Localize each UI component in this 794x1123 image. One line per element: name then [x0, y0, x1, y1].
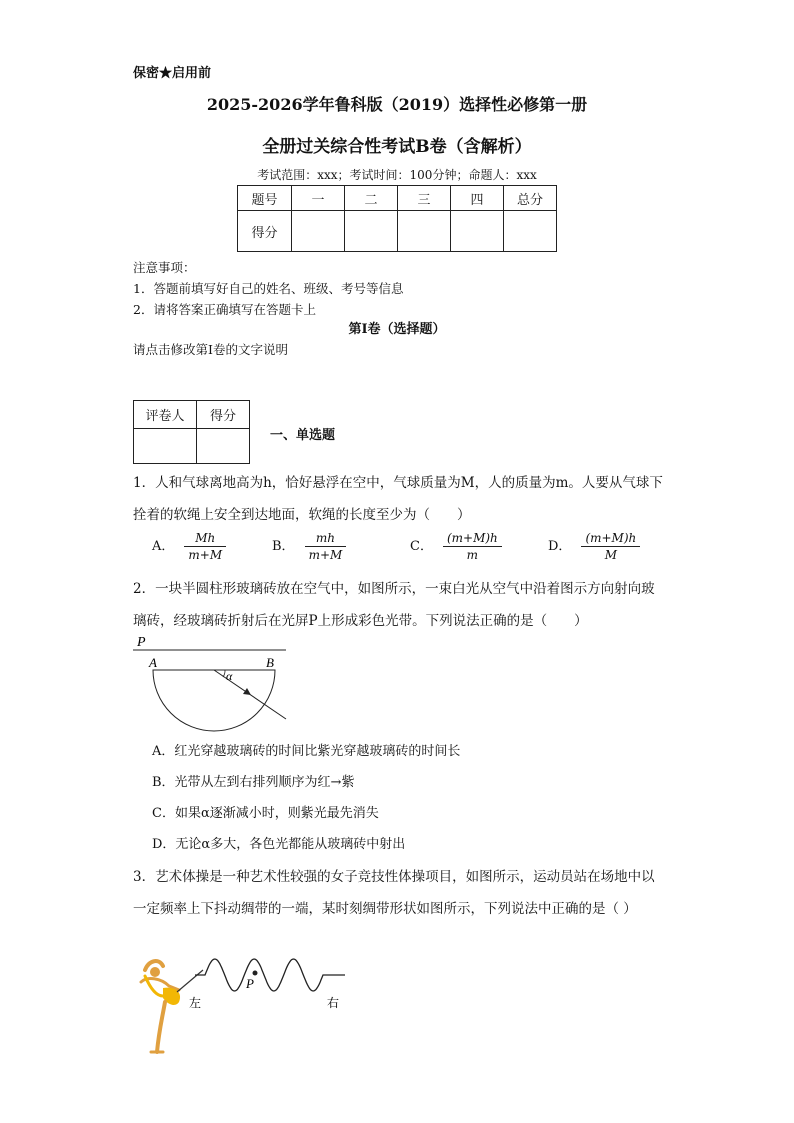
score-header-cell: 二: [345, 186, 398, 211]
question-1-text: 1．人和气球离地高为h，恰好悬浮在空中，气球质量为M，人的质量为m。人要从气球下拴着的软绳上安全到达地面，软绳的长度至少为（ ）: [133, 475, 663, 523]
grader-header-cell: 评卷人: [134, 401, 197, 429]
semicircle-glass: [153, 670, 275, 731]
glass-brick-figure: [133, 632, 303, 732]
question-3-text: 3．艺术体操是一种艺术性较强的女子竞技性体操项目，如图所示，运动员站在场地中以一定频率上下抖动绸带的一端，某时刻绸带形状如图所示，下列说法中正确的是（ ）: [133, 869, 655, 917]
volume-title: 第I卷（选择题）: [348, 322, 446, 337]
volume-description[interactable]: 请点击修改第I卷的文字说明: [133, 342, 288, 357]
confidential-label: 保密★启用前: [133, 66, 212, 81]
score-input-cell[interactable]: [398, 211, 451, 252]
point-p-marker: [253, 971, 258, 976]
score-header-cell: 四: [451, 186, 504, 211]
direction-label-left: 左: [189, 996, 202, 1010]
score-header-cell: 总分: [504, 186, 557, 211]
q2-option-b[interactable]: B．光带从左到右排列顺序为红→紫: [152, 775, 355, 790]
q2-options: [152, 736, 460, 860]
score-input-cell[interactable]: [292, 211, 345, 252]
point-label-p: P: [246, 976, 254, 991]
score-input-cell[interactable]: [451, 211, 504, 252]
option-label: B．: [272, 539, 295, 554]
notes-item: 1．答题前填写好自己的姓名、班级、考号等信息: [133, 281, 404, 296]
q1-option-a[interactable]: [152, 530, 226, 563]
option-fraction: $\frac{(m+M)h}{m}$: [443, 530, 502, 563]
option-label: D．: [548, 539, 572, 554]
q1-option-b[interactable]: [272, 530, 346, 563]
notes-item: 2．请将答案正确填写在答题卡上: [133, 302, 316, 317]
q2-option-d[interactable]: D．无论α多大，各色光都能从玻璃砖中射出: [152, 837, 406, 852]
ribbon-wave: [195, 959, 345, 991]
option-fraction: $\frac{mh}{m+M}$: [305, 530, 347, 563]
angle-arc: [223, 670, 225, 677]
notes-title: 注意事项：: [133, 260, 196, 275]
option-fraction: $\frac{(m+M)h}{M}$: [581, 530, 640, 563]
option-label: A．: [152, 539, 175, 554]
score-header-cell: 一: [292, 186, 345, 211]
exam-title-line2: 全册过关综合性考试B卷（含解析）: [262, 137, 532, 157]
grader-header-cell: 得分: [197, 401, 250, 429]
q1-option-d[interactable]: [548, 530, 640, 563]
q2-option-c[interactable]: C．如果α逐渐减小时，则紫光最先消失: [152, 806, 379, 821]
question-2-text: 2．一块半圆柱形玻璃砖放在空气中，如图所示，一束白光从空气中沿着图示方向射向玻璃砖，经玻璃砖折射后在光屏P上形成彩色光带。下列说法正确的是（ ）: [133, 581, 655, 629]
q1-option-c[interactable]: [410, 530, 502, 563]
angle-label-alpha: α: [226, 669, 233, 683]
grader-table: [133, 400, 250, 464]
point-label-a: A: [149, 655, 157, 670]
score-header-cell: 三: [398, 186, 451, 211]
section-title: 一、单选题: [270, 428, 336, 443]
score-row-label: 得分: [238, 211, 292, 252]
grader-input-cell[interactable]: [134, 429, 197, 464]
notes-block: [133, 257, 403, 320]
grader-input-cell[interactable]: [197, 429, 250, 464]
q2-option-a[interactable]: A．红光穿越玻璃砖的时间比紫光穿越玻璃砖的时间长: [152, 744, 461, 759]
score-table: [237, 185, 557, 252]
score-input-cell[interactable]: [345, 211, 398, 252]
direction-label-right: 右: [327, 996, 340, 1010]
option-fraction: $\frac{Mh}{m+M}$: [184, 530, 226, 563]
point-label-b: B: [266, 655, 274, 670]
screen-label-p: P: [137, 635, 146, 650]
ray-arrow-icon: [243, 688, 251, 695]
score-header-cell: 题号: [238, 186, 292, 211]
score-input-cell[interactable]: [504, 211, 557, 252]
ribbon-gymnast-figure: [133, 952, 353, 1062]
exam-title-line1: 2025-2026学年鲁科版（2019）选择性必修第一册: [206, 95, 588, 114]
exam-info: 考试范围：xxx；考试时间：100分钟；命题人：xxx: [257, 168, 537, 182]
option-label: C．: [410, 539, 433, 554]
